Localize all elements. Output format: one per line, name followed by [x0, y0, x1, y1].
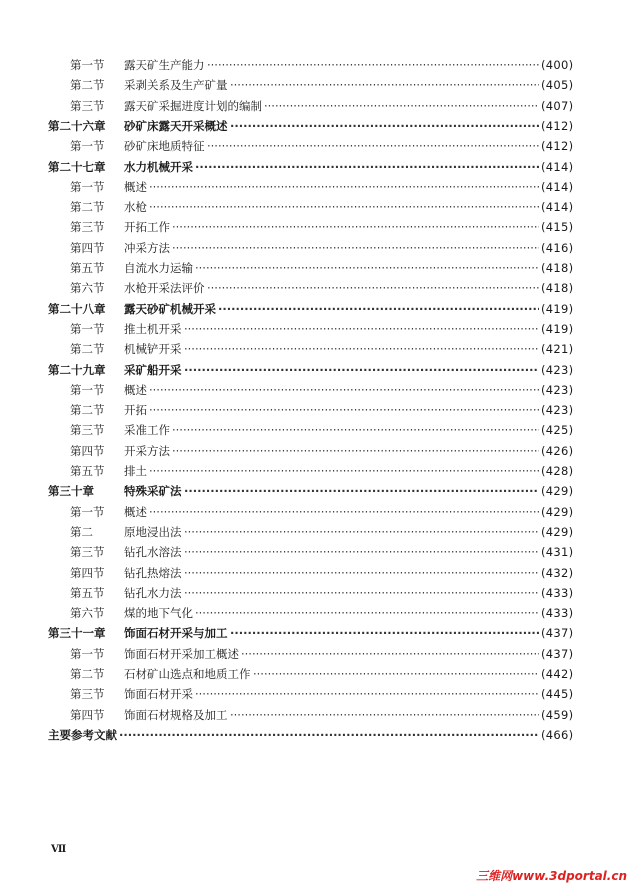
- entry-title: 水枪开采法评价: [124, 281, 205, 296]
- toc-entry: [0, 97, 635, 115]
- toc-entry: [0, 239, 635, 257]
- entry-title: 采准工作: [124, 423, 170, 438]
- watermark: 三维网www.3dportal.cn: [476, 869, 627, 883]
- page-ref: (419): [541, 321, 574, 336]
- entry-title: 钻孔水溶法: [124, 545, 182, 560]
- section-number: 第五节: [70, 585, 105, 600]
- entry-title: 钻孔水力法: [124, 585, 182, 600]
- chapter-number: 第二十七章: [48, 159, 106, 174]
- toc-entry: [0, 543, 635, 561]
- toc-entry: [0, 158, 635, 176]
- section-number: 第六节: [70, 281, 105, 296]
- page-ref: (412): [541, 118, 574, 133]
- toc-entry: [0, 604, 635, 622]
- entry-title: 露天矿生产能力: [124, 58, 205, 72]
- entry-title: 概述: [124, 504, 147, 519]
- leader-dots: [184, 564, 539, 582]
- page-ref: (437): [541, 626, 574, 641]
- toc-entry: [0, 523, 635, 541]
- section-number: 第一节: [70, 58, 105, 72]
- page-ref: (415): [541, 220, 574, 235]
- entry-title: 钻孔热熔法: [124, 565, 182, 580]
- entry-title: 特殊采矿法: [124, 484, 182, 499]
- entry-title: 水力机械开采: [124, 159, 193, 174]
- toc-entry: [0, 584, 635, 602]
- leader-dots: [184, 340, 539, 358]
- page-ref: (433): [541, 585, 574, 600]
- page-ref: (445): [541, 687, 574, 702]
- page-ref: (416): [541, 240, 574, 255]
- leader-dots: [172, 421, 539, 439]
- toc-entry: [0, 624, 635, 642]
- page-ref: (414): [541, 159, 574, 174]
- entry-title: 石材矿山选点和地质工作: [124, 667, 251, 681]
- entry-title: 排土: [124, 464, 147, 478]
- chapter-number: 第二十九章: [48, 362, 106, 377]
- page-ref: (429): [541, 484, 574, 499]
- chapter-number: 第二十八章: [48, 301, 106, 316]
- leader-dots: [184, 320, 539, 338]
- page-ref: (425): [541, 423, 574, 438]
- section-number: 第二节: [70, 667, 105, 681]
- entry-title: 煤的地下气化: [124, 606, 193, 621]
- page-ref: (429): [541, 524, 574, 539]
- section-number: 第一节: [70, 504, 105, 519]
- leader-dots: [149, 178, 539, 196]
- leader-dots: [241, 645, 539, 663]
- entry-title: 砂矿床露天开采概述: [124, 118, 228, 133]
- page-number: Ⅶ: [51, 844, 67, 855]
- section-number: 第四节: [70, 707, 105, 722]
- section-number: 第一节: [70, 382, 105, 397]
- page-ref: (407): [541, 98, 574, 113]
- section-number: 第二节: [70, 78, 105, 93]
- section-number: 第三节: [70, 545, 105, 560]
- leader-dots: [195, 259, 539, 277]
- entry-title: 饰面石材开采加工概述: [124, 646, 239, 661]
- toc-entry: [0, 665, 635, 683]
- toc-entry: [0, 381, 635, 399]
- section-number: 第三节: [70, 98, 105, 113]
- leader-dots: [195, 685, 539, 703]
- toc-entry: [0, 482, 635, 500]
- entry-title: 饰面石材规格及加工: [124, 707, 228, 722]
- section-number: 第六节: [70, 606, 105, 621]
- toc-entry: [0, 685, 635, 703]
- section-number: 第三节: [70, 423, 105, 438]
- entry-title: 开拓工作: [124, 220, 170, 235]
- entry-title: 饰面石材开采: [124, 687, 193, 702]
- entry-title: 原地浸出法: [124, 524, 182, 539]
- page-ref: (431): [541, 545, 574, 560]
- toc-entry: [0, 218, 635, 236]
- entry-title: 概述: [124, 179, 147, 194]
- page-ref: (423): [541, 403, 574, 418]
- toc-entry: [0, 340, 635, 358]
- toc-entry: [0, 503, 635, 521]
- section-number: 第五节: [70, 261, 105, 275]
- page-ref: (400): [541, 58, 574, 72]
- leader-dots: [149, 198, 539, 216]
- leader-dots: [149, 462, 539, 480]
- section-number: 第五节: [70, 464, 105, 478]
- toc-entry: [0, 462, 635, 480]
- toc-entry: [0, 421, 635, 439]
- page-ref: (433): [541, 606, 574, 621]
- page-ref: (421): [541, 342, 574, 357]
- toc-entry: [0, 178, 635, 196]
- toc-entry: [0, 564, 635, 582]
- entry-title: 自流水力运输: [124, 261, 193, 275]
- page-ref: (419): [541, 301, 574, 316]
- section-number: 第四节: [70, 443, 105, 458]
- chapter-number: 主要参考文献: [48, 727, 117, 742]
- page-ref: (437): [541, 646, 574, 661]
- entry-title: 概述: [124, 382, 147, 397]
- page-ref: (423): [541, 362, 574, 377]
- page-ref: (414): [541, 179, 574, 194]
- leader-dots: [149, 401, 539, 419]
- section-number: 第二节: [70, 200, 105, 215]
- leader-dots: [207, 56, 539, 74]
- entry-title: 露天砂矿机械开采: [124, 301, 216, 316]
- page-ref: (442): [541, 667, 574, 681]
- toc-entry: [0, 198, 635, 216]
- leader-dots: [172, 218, 539, 236]
- leader-dots: [207, 137, 539, 155]
- chapter-number: 第三十一章: [48, 626, 106, 641]
- section-number: 第四节: [70, 240, 105, 255]
- entry-title: 饰面石材开采与加工: [124, 626, 228, 641]
- leader-dots: [218, 300, 539, 318]
- toc-entry: [0, 442, 635, 460]
- toc-entry: [0, 279, 635, 297]
- toc-entry: [0, 320, 635, 338]
- leader-dots: [119, 726, 539, 744]
- leader-dots: [172, 442, 539, 460]
- toc-entry: [0, 259, 635, 277]
- chapter-number: 第三十章: [48, 484, 94, 499]
- leader-dots: [230, 624, 539, 642]
- chapter-number: 第二十六章: [48, 118, 106, 133]
- leader-dots: [184, 584, 539, 602]
- leader-dots: [230, 706, 539, 724]
- entry-title: 水枪: [124, 200, 147, 215]
- toc-entry: [0, 56, 635, 74]
- entry-title: 开拓: [124, 403, 147, 418]
- page-ref: (414): [541, 200, 574, 215]
- entry-title: 砂矿床地质特征: [124, 139, 205, 154]
- page-ref: (418): [541, 281, 574, 296]
- toc-entry: [0, 76, 635, 94]
- page-ref: (432): [541, 565, 574, 580]
- page-ref: (405): [541, 78, 574, 93]
- page-ref: (426): [541, 443, 574, 458]
- leader-dots: [184, 523, 539, 541]
- section-number: 第二节: [70, 342, 105, 357]
- entry-title: 推土机开采: [124, 321, 182, 336]
- leader-dots: [184, 361, 539, 379]
- section-number: 第一节: [70, 321, 105, 336]
- toc-entry: [0, 137, 635, 155]
- section-number: 第一节: [70, 139, 105, 154]
- section-number: 第四节: [70, 565, 105, 580]
- toc-entry: [0, 300, 635, 318]
- section-number: 第三节: [70, 220, 105, 235]
- leader-dots: [184, 482, 539, 500]
- toc-entry: [0, 726, 635, 744]
- toc-entry: [0, 361, 635, 379]
- leader-dots: [195, 604, 539, 622]
- toc-entry: [0, 706, 635, 724]
- section-number: 第一节: [70, 179, 105, 194]
- entry-title: 采矿船开采: [124, 362, 182, 377]
- toc-entry: [0, 645, 635, 663]
- entry-title: 机械铲开采: [124, 342, 182, 357]
- entry-title: 开采方法: [124, 443, 170, 458]
- leader-dots: [253, 665, 539, 683]
- entry-title: 采剥关系及生产矿量: [124, 78, 228, 93]
- leader-dots: [207, 279, 539, 297]
- leader-dots: [184, 543, 539, 561]
- leader-dots: [195, 158, 539, 176]
- section-number: 第二节: [70, 403, 105, 418]
- section-number: 第三节: [70, 687, 105, 702]
- entry-title: 冲采方法: [124, 240, 170, 255]
- page-ref: (429): [541, 504, 574, 519]
- leader-dots: [149, 381, 539, 399]
- page-ref: (412): [541, 139, 574, 154]
- entry-title: 露天矿采掘进度计划的编制: [124, 98, 262, 113]
- section-number: 第一节: [70, 646, 105, 661]
- toc-entry: [0, 401, 635, 419]
- toc-entry: [0, 117, 635, 135]
- section-number: 第二: [70, 524, 93, 539]
- page-ref: (459): [541, 707, 574, 722]
- leader-dots: [172, 239, 539, 257]
- page-ref: (466): [541, 727, 574, 742]
- page-ref: (428): [541, 464, 574, 478]
- page-ref: (423): [541, 382, 574, 397]
- leader-dots: [149, 503, 539, 521]
- leader-dots: [230, 76, 539, 94]
- leader-dots: [264, 97, 539, 115]
- page-ref: (418): [541, 261, 574, 275]
- leader-dots: [230, 117, 539, 135]
